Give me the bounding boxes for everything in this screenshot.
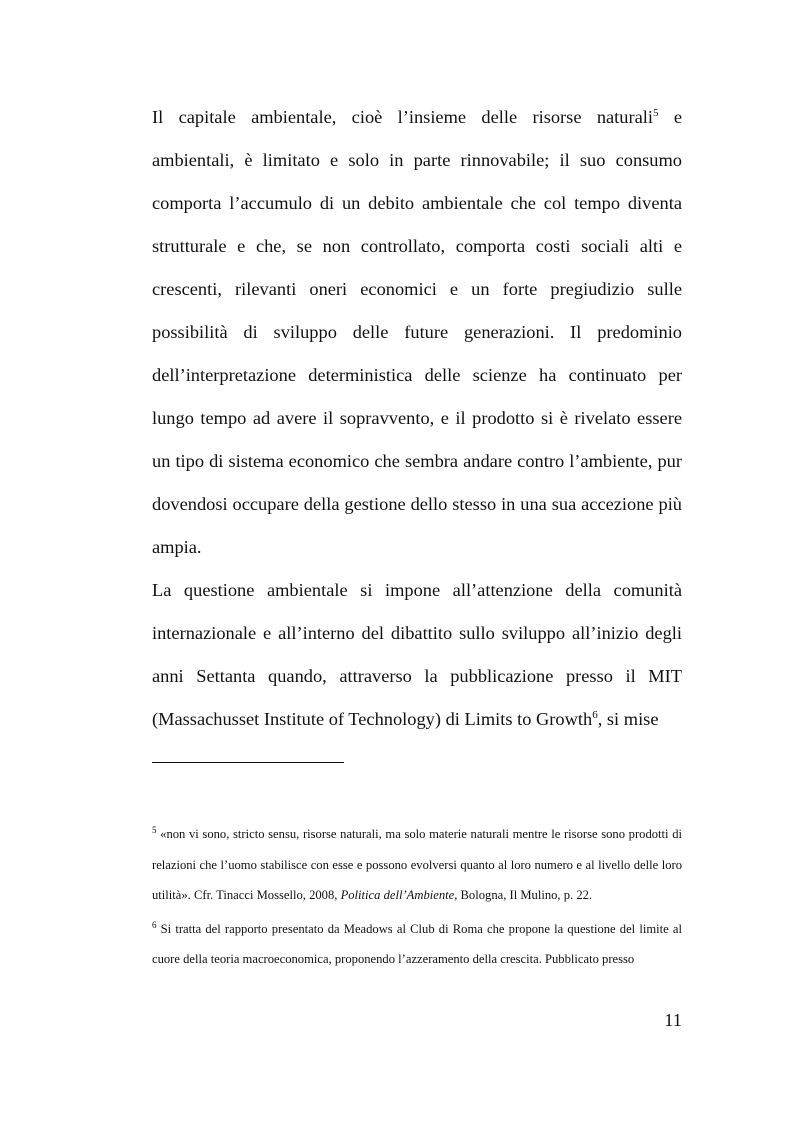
text-span: Bologna, Il Mulino, p. 22. [457, 888, 593, 902]
book-title: Politica dell’Ambiente, [340, 888, 458, 902]
footnote-marker: 6 [152, 919, 157, 930]
footnote-marker: 5 [152, 825, 157, 835]
text-span: Il capitale ambientale, cioè l’insieme delle risorse naturali [152, 107, 653, 127]
footnote-5 [152, 819, 682, 911]
text-span: e ambientali, è limitato e solo in parte rinnovabile; il suo consumo comporta l’accumulo di un debito ambientale che col tempo diventa strutturale e che, se non controllato, comporta costi sociali alti e crescenti, rilevanti oneri economici e un forte pregiudizio sulle possibilità di sviluppo delle future generazioni. Il predominio dell’interpretazione deterministica delle scienze ha continuato per lungo tempo ad avere il sopravvento, e il prodotto si è rivelato essere un tipo di sistema economico che sembra andare contro l’ambiente, pur dovendosi occupare della gestione dello stesso in una sua accezione più ampia. [152, 107, 682, 557]
footnote-6 [152, 914, 682, 975]
footnote-separator [152, 762, 344, 763]
text-span: «non vi sono, stricto sensu, risorse naturali, ma solo materie naturali mentre le risorse sono prodotti di relazioni che l’uomo stabilisce con esse e possono evolversi quanto al loro numero e al livello delle loro utilità». Cfr. Tinacci Mossello, 2008, [152, 827, 682, 902]
body-text [152, 96, 682, 741]
paragraph-2 [152, 569, 682, 741]
text-span: , si mise [597, 709, 659, 729]
text-span: Si tratta del rapporto presentato da Meadows al Club di Roma che propone la questione del limite al cuore della teoria macroeconomica, proponendo l’azzeramento della crescita. Pubblicato presso [152, 921, 682, 966]
page-number: 11 [664, 1010, 682, 1030]
footnote-ref-5[interactable]: 5 [653, 107, 659, 119]
text-span: La questione ambientale si impone all’attenzione della comunità internazionale e all’interno del dibattito sullo sviluppo all’inizio degli anni Settanta quando, attraverso la pubblicazione presso il MIT (Massachusset Institute of Technology) di Limits to Growth [152, 580, 682, 729]
footnotes [152, 819, 682, 975]
paragraph-1 [152, 96, 682, 569]
footnote-ref-6[interactable]: 6 [592, 709, 598, 721]
